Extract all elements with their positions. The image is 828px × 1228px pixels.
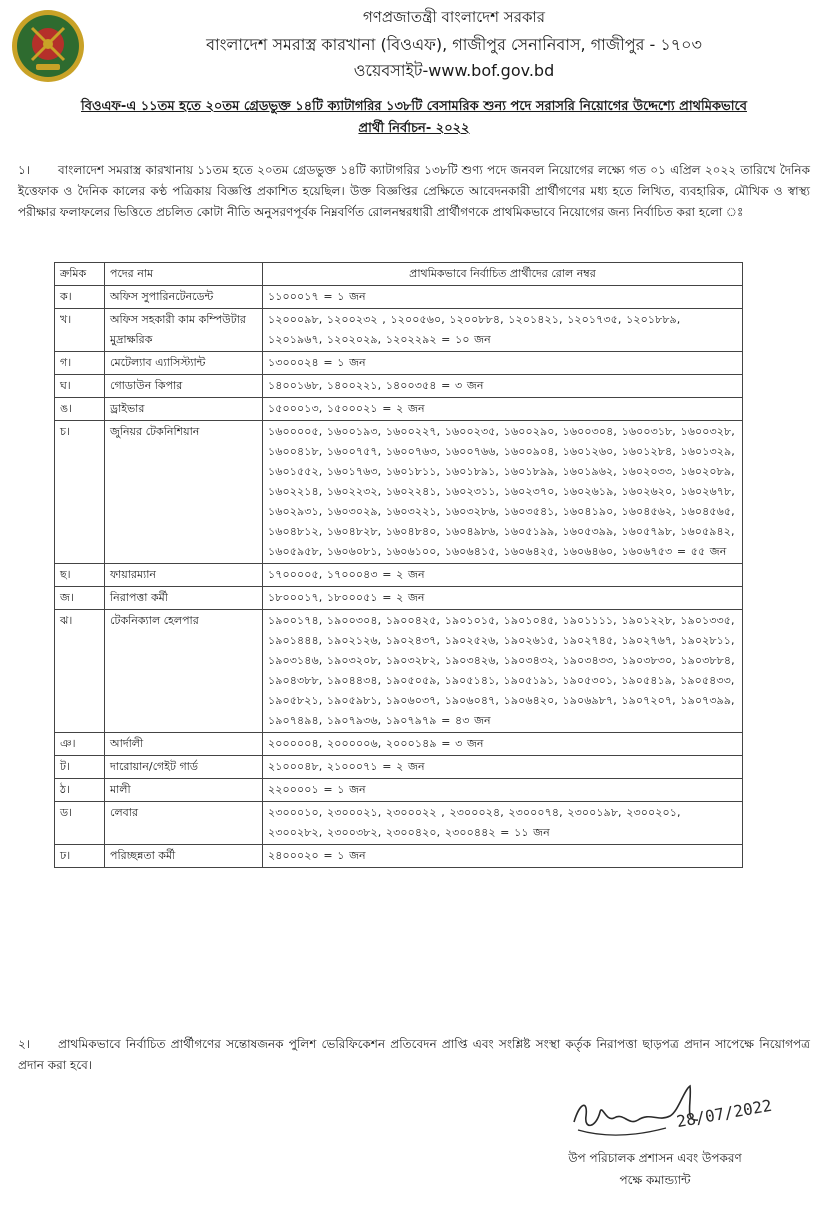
signatory-designation: উপ পরিচালক প্রশাসন এবং উপকরণ	[568, 1151, 742, 1165]
cell-post: ড্রাইভার	[105, 398, 263, 421]
subject-line-2: প্রার্থী নির্বাচন- ২০২২	[358, 121, 470, 136]
table-row	[55, 421, 743, 564]
cell-post: অফিস সহকারী কাম কম্পিউটার মুদ্রাক্ষরিক	[105, 309, 263, 352]
cell-serial: ঘ।	[55, 375, 105, 398]
header-government: গণপ্রজাতন্ত্রী বাংলাদেশ সরকার	[362, 8, 546, 26]
cell-rolls: ১১০০০১৭ = ১ জন	[263, 286, 743, 309]
cell-serial: ঞ।	[55, 733, 105, 756]
bof-logo-emblem-icon	[10, 8, 86, 84]
cell-rolls: ২৪০০০২০ = ১ জন	[263, 845, 743, 868]
cell-rolls: ১৭০০০০৫, ১৭০০০৪৩ = ২ জন	[263, 564, 743, 587]
table-row	[55, 845, 743, 868]
cell-rolls: ২২০০০০১ = ১ জন	[263, 779, 743, 802]
paragraph-2-text: প্রাথমিকভাবে নির্বাচিত প্রার্থীগণের সন্তোষজনক পুলিশ ভেরিফিকেশন প্রতিবেদন প্রাপ্তি এবং সংশ্লিষ্ট সংস্থা কর্তৃক নিরাপত্তা ছাড়পত্র প্রদান সাপেক্ষে নিয়োগপত্র প্রদান করা হবে।	[18, 1037, 810, 1072]
table-row	[55, 587, 743, 610]
cell-post: আর্দালী	[105, 733, 263, 756]
cell-post: পরিচ্ছন্নতা কর্মী	[105, 845, 263, 868]
table-row	[55, 802, 743, 845]
paragraph-1	[18, 160, 810, 223]
cell-serial: গ।	[55, 352, 105, 375]
selected-candidates-table	[54, 262, 743, 868]
cell-post: গোডাউন কিপার	[105, 375, 263, 398]
cell-post: অফিস সুপারিনটেনডেন্ট	[105, 286, 263, 309]
cell-rolls: ২১০০০৪৮, ২১০০০৭১ = ২ জন	[263, 756, 743, 779]
cell-post: মালী	[105, 779, 263, 802]
table-row	[55, 564, 743, 587]
cell-rolls: ১৫০০০১৩, ১৫০০০২১ = ২ জন	[263, 398, 743, 421]
table-row	[55, 375, 743, 398]
table-row	[55, 398, 743, 421]
cell-serial: ঢ।	[55, 845, 105, 868]
paragraph-1-text: বাংলাদেশ সমরাস্ত্র কারখানায় ১১তম হতে ২০তম গ্রেডভুক্ত ১৪টি ক্যাটাগরির ১৩৮টি শুণ্য পদে জনবল নিয়োগের লক্ষ্যে গত ০১ এপ্রিল ২০২২ তারিখে দৈনিক ইত্তেফাক ও দৈনিক কালের কণ্ঠ পত্রিকায় বিজ্ঞপ্তি প্রকাশিত হয়েছিল। উক্ত বিজ্ঞপ্তির প্রেক্ষিতে আবেদনকারী প্রার্থীগণের মধ্য হতে লিখিত, ব্যবহারিক, মৌখিক ও স্বাস্থ্য পরীক্ষার ফলাফলের ভিত্তিতে প্রচলিত কোটা নীতি অনুসরণপূর্বক নিম্নবর্ণিত রোলনম্বরধারী প্রার্থীগণকে প্রাথমিকভাবে নিয়োগের জন্য নির্বাচিত করা হলো ঃ	[18, 163, 810, 219]
subject-heading	[18, 96, 810, 140]
header-organization: বাংলাদেশ সমরাস্ত্র কারখানা (বিওএফ), গাজীপুর সেনানিবাস, গাজীপুর - ১৭০৩	[206, 35, 702, 54]
cell-post: জুনিয়র টেকনিশিয়ান	[105, 421, 263, 564]
cell-serial: ট।	[55, 756, 105, 779]
table-row	[55, 309, 743, 352]
cell-rolls: ১৮০০০১৭, ১৮০০০৫১ = ২ জন	[263, 587, 743, 610]
table-row	[55, 286, 743, 309]
table-header-row	[55, 263, 743, 286]
cell-rolls: ১৬০০০০৫, ১৬০০১৯৩, ১৬০০২২৭, ১৬০০২৩৫, ১৬০০২৯০, ১৬০০৩০৪, ১৬০০৩১৮, ১৬০০৩২৮, ১৬০০৪১৮, ১৬০০৭৫৭, ১৬০০৭৬৩, ১৬০০৭৬৬, ১৬০০৯০৪, ১৬০১২৬০, ১৬০১২৮৪, ১৬০১৩২৯, ১৬০১৫৫২, ১৬০১৭৬৩, ১৬০১৮১১, ১৬০১৮৯১, ১৬০১৮৯৯, ১৬০১৯৬২, ১৬০২০৩৩, ১৬০২০৮৯, ১৬০২২১৪, ১৬০২২৩২, ১৬০২২৪১, ১৬০২৩১১, ১৬০২৩৭০, ১৬০২৬১৯, ১৬০২৬২০, ১৬০২৬৭৮, ১৬০২৯৩১, ১৬০৩০২৯, ১৬০৩২২১, ১৬০৩২৮৬, ১৬০৩৫৪১, ১৬০৪১৯০, ১৬০৪৫৬২, ১৬০৪৫৬৫, ১৬০৪৮১২, ১৬০৪৮২৮, ১৬০৪৮৪০, ১৬০৪৯৮৬, ১৬০৫১৯৯, ১৬০৫৩৯৯, ১৬০৫৭৯৮, ১৬০৫৯৪২, ১৬০৫৯৫৮, ১৬০৬০৮১, ১৬০৬১০০, ১৬০৬৪১৫, ১৬০৬৪২৫, ১৬০৬৪৬০, ১৬০৬৭৫৩ = ৫৫ জন	[263, 421, 743, 564]
table-row	[55, 733, 743, 756]
cell-rolls: ১২০০০৯৮, ১২০০২৩২ , ১২০০৫৬০, ১২০০৮৮৪, ১২০১৪২১, ১২০১৭৩৫, ১২০১৮৮৯, ১২০১৯৬৭, ১২০২০২৯, ১২০২২৯২ = ১০ জন	[263, 309, 743, 352]
header-post: পদের নাম	[105, 263, 263, 286]
cell-serial: চ।	[55, 421, 105, 564]
cell-rolls: ১৪০০১৬৮, ১৪০০২২১, ১৪০০৩৫৪ = ৩ জন	[263, 375, 743, 398]
table-row	[55, 779, 743, 802]
cell-serial: ক।	[55, 286, 105, 309]
cell-rolls: ১৯০০১৭৪, ১৯০০৩০৪, ১৯০০৪২৫, ১৯০১০১৫, ১৯০১০৪৫, ১৯০১১১১, ১৯০১২২৮, ১৯০১৩৩৫, ১৯০১৪৪৪, ১৯০২১২৬, ১৯০২৪৩৭, ১৯০২৫২৬, ১৯০২৬১৫, ১৯০২৭৪৫, ১৯০২৭৬৭, ১৯০২৮১১, ১৯০৩১৪৬, ১৯০৩২০৮, ১৯০৩২৮২, ১৯০৩৪২৬, ১৯০৩৪৩২, ১৯০৩৪৩৩, ১৯০৩৮৩০, ১৯০৩৮৮৪, ১৯০৪৩৮৮, ১৯০৪৪৩৪, ১৯০৫০৫৯, ১৯০৫১৪১, ১৯০৫১৯১, ১৯০৫৩০১, ১৯০৫৪১৯, ১৯০৫৪৩৩, ১৯০৫৮২১, ১৯০৫৯৮১, ১৯০৬০৩৭, ১৯০৬০৪৭, ১৯০৬৪২০, ১৯০৬৯৮৭, ১৯০৭২০৭, ১৯০৭৩৯৯, ১৯০৭৪৯৪, ১৯০৭৯৩৬, ১৯০৭৯৭৯ = ৪৩ জন	[263, 610, 743, 733]
table-row	[55, 352, 743, 375]
table-row	[55, 610, 743, 733]
cell-rolls: ১৩০০০২৪ = ১ জন	[263, 352, 743, 375]
cell-serial: ঠ।	[55, 779, 105, 802]
cell-serial: ঝ।	[55, 610, 105, 733]
paragraph-1-number: ১।	[18, 163, 31, 177]
header-rolls: প্রাথমিকভাবে নির্বাচিত প্রার্থীদের রোল নম্বর	[263, 263, 743, 286]
cell-post: দারোয়ান/গেইট গার্ড	[105, 756, 263, 779]
cell-serial: ড।	[55, 802, 105, 845]
table-row	[55, 756, 743, 779]
cell-post: ফায়ারম্যান	[105, 564, 263, 587]
subject-line-1: বিওএফ-এ ১১তম হতে ২০তম গ্রেডভুক্ত ১৪টি ক্যাটাগরির ১৩৮টি বেসামরিক শুন্য পদে সরাসরি নিয়োগের উদ্দেশ্যে প্রাথমিকভাবে	[81, 99, 747, 114]
header-serial: ক্রমিক	[55, 263, 105, 286]
cell-post: লেবার	[105, 802, 263, 845]
header-website: ওয়েবসাইট-www.bof.gov.bd	[353, 61, 555, 80]
cell-serial: ঙ।	[55, 398, 105, 421]
paragraph-2	[18, 1034, 810, 1076]
signatory-on-behalf: পক্ষে কমান্ড্যান্ট	[619, 1173, 691, 1187]
cell-serial: খ।	[55, 309, 105, 352]
cell-serial: ছ।	[55, 564, 105, 587]
signature-date: 28/07/2022	[675, 1095, 774, 1132]
paragraph-2-number: ২।	[18, 1037, 31, 1051]
cell-serial: জ।	[55, 587, 105, 610]
cell-post: টেকনিক্যাল হেলপার	[105, 610, 263, 733]
cell-post: নিরাপত্তা কর্মী	[105, 587, 263, 610]
table-body	[55, 286, 743, 868]
cell-post: মেটেল্যাব এ্যাসিস্ট্যান্ট	[105, 352, 263, 375]
cell-rolls: ২৩০০০১০, ২৩০০০২১, ২৩০০০২২ , ২৩০০০২৪, ২৩০০০৭৪, ২৩০০১৯৮, ২৩০০২০১, ২৩০০২৮২, ২৩০০৩৮২, ২৩০০৪২০, ২৩০০৪৪২ = ১১ জন	[263, 802, 743, 845]
cell-rolls: ২০০০০০৪, ২০০০০০৬, ২০০০১৪৯ = ৩ জন	[263, 733, 743, 756]
